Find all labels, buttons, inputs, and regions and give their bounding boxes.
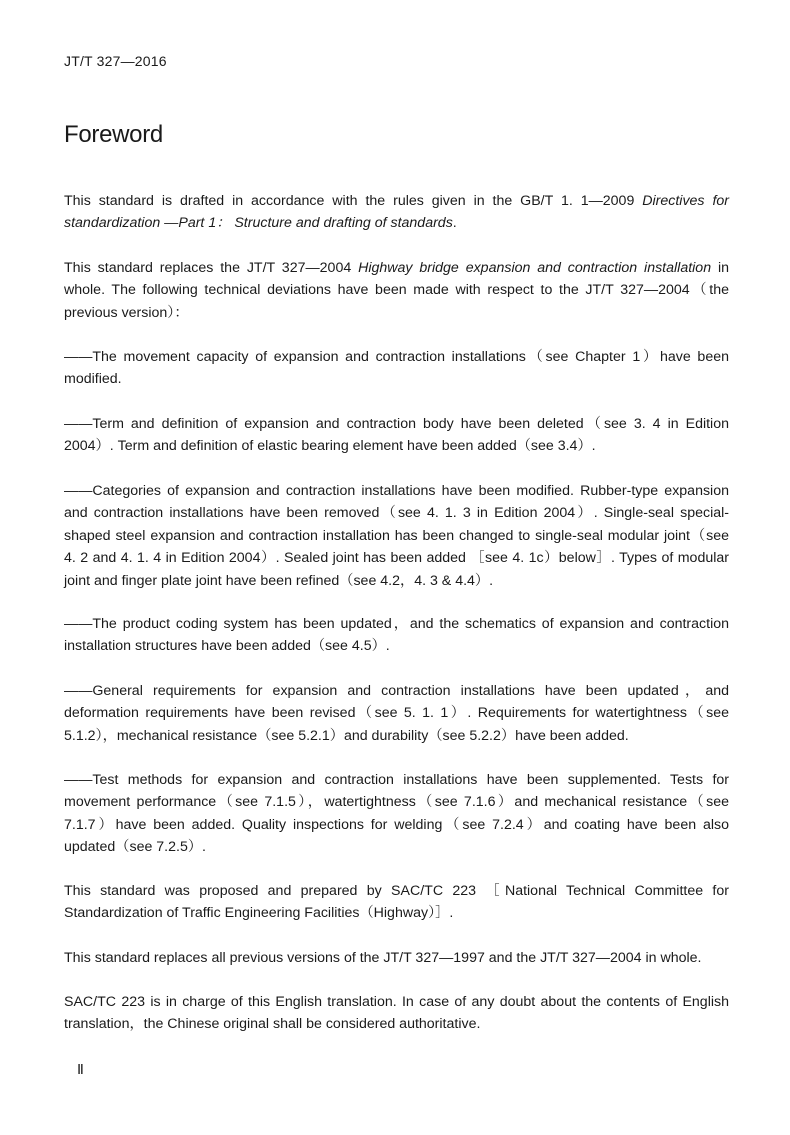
deviation-item-categories: ——Categories of expansion and contraction installations have been modified. Rubber-type expansion and contraction installations have been removed（see 4. 1. 3 in Edition 2004）. Single-seal special-shaped steel expansion and contraction installation has been changed to single-seal modular joint（see 4. 2 and 4. 1. 4 in Edition 2004）. Sealed joint has been added ［see 4. 1c）below］. Types of modular joint and finger plate joint have been refined（see 4.2，4. 3 & 4.4）. xyxy=(64,483,729,589)
deviation-item-movement-capacity: ——The movement capacity of expansion and contraction installations（see Chapter 1）have been modified. xyxy=(64,349,729,388)
referenced-standard-title: Directives for standardization —Part 1： Structure and drafting of standards xyxy=(64,193,729,232)
paragraph-replacement xyxy=(64,257,729,324)
referenced-standard-title: Highway bridge expansion and contraction installation xyxy=(358,260,712,276)
document-id: JT/T 327—2016 xyxy=(64,53,167,69)
deviation-item-test-methods: ——Test methods for expansion and contraction installations have been supplemented. Tests for movement performance（see 7.1.5），watertightness（see 7.1.6）and mechanical resistance（see 7.1.7）have been added. Quality inspections for welding（see 7.2.4）and coating have been also updated（see 7.2.5）. xyxy=(64,772,729,856)
page-number: Ⅱ xyxy=(77,1063,84,1078)
paragraph-replaces-previous: This standard replaces all previous versions of the JT/T 327—1997 and the JT/T 327—2004 in whole. xyxy=(64,950,702,966)
deviation-item-product-coding: ——The product coding system has been updated，and the schematics of expansion and contraction installation structures have been added（see 4.5）. xyxy=(64,616,729,655)
paragraph-text: This standard replaces the JT/T 327—2004 xyxy=(64,260,359,276)
page-title: Foreword xyxy=(64,121,163,148)
paragraph-translation-note: SAC/TC 223 is in charge of this English translation. In case of any doubt about the contents of English translation，the Chinese original shall be considered authoritative. xyxy=(64,994,729,1033)
deviation-item-terms: ——Term and definition of expansion and contraction body have been deleted（see 3. 4 in Edition 2004）. Term and definition of elastic bearing element have been added（see 3.4）. xyxy=(64,416,729,455)
paragraph-proposed-by: This standard was proposed and prepared by SAC/TC 223 ［National Technical Committee for Standardization of Traffic Engineering Facilities（Highway）］. xyxy=(64,883,729,922)
paragraph-text: This standard is drafted in accordance with the rules given in the GB/T 1. 1—2009 xyxy=(64,193,643,209)
paragraph-text: . xyxy=(452,215,457,232)
paragraph-drafting-rules xyxy=(64,190,729,235)
paragraph-text: in whole. The following technical deviations have been made with respect to the JT/T 327—2004（the previous version）： xyxy=(64,260,730,321)
deviation-item-general-requirements: ——General requirements for expansion and contraction installations have been updated，and deformation requirements have been revised（see 5. 1. 1）. Requirements for watertightness（see 5.1.2），mechanical resistance（see 5.2.1）and durability（see 5.2.2）have been added. xyxy=(64,683,729,744)
